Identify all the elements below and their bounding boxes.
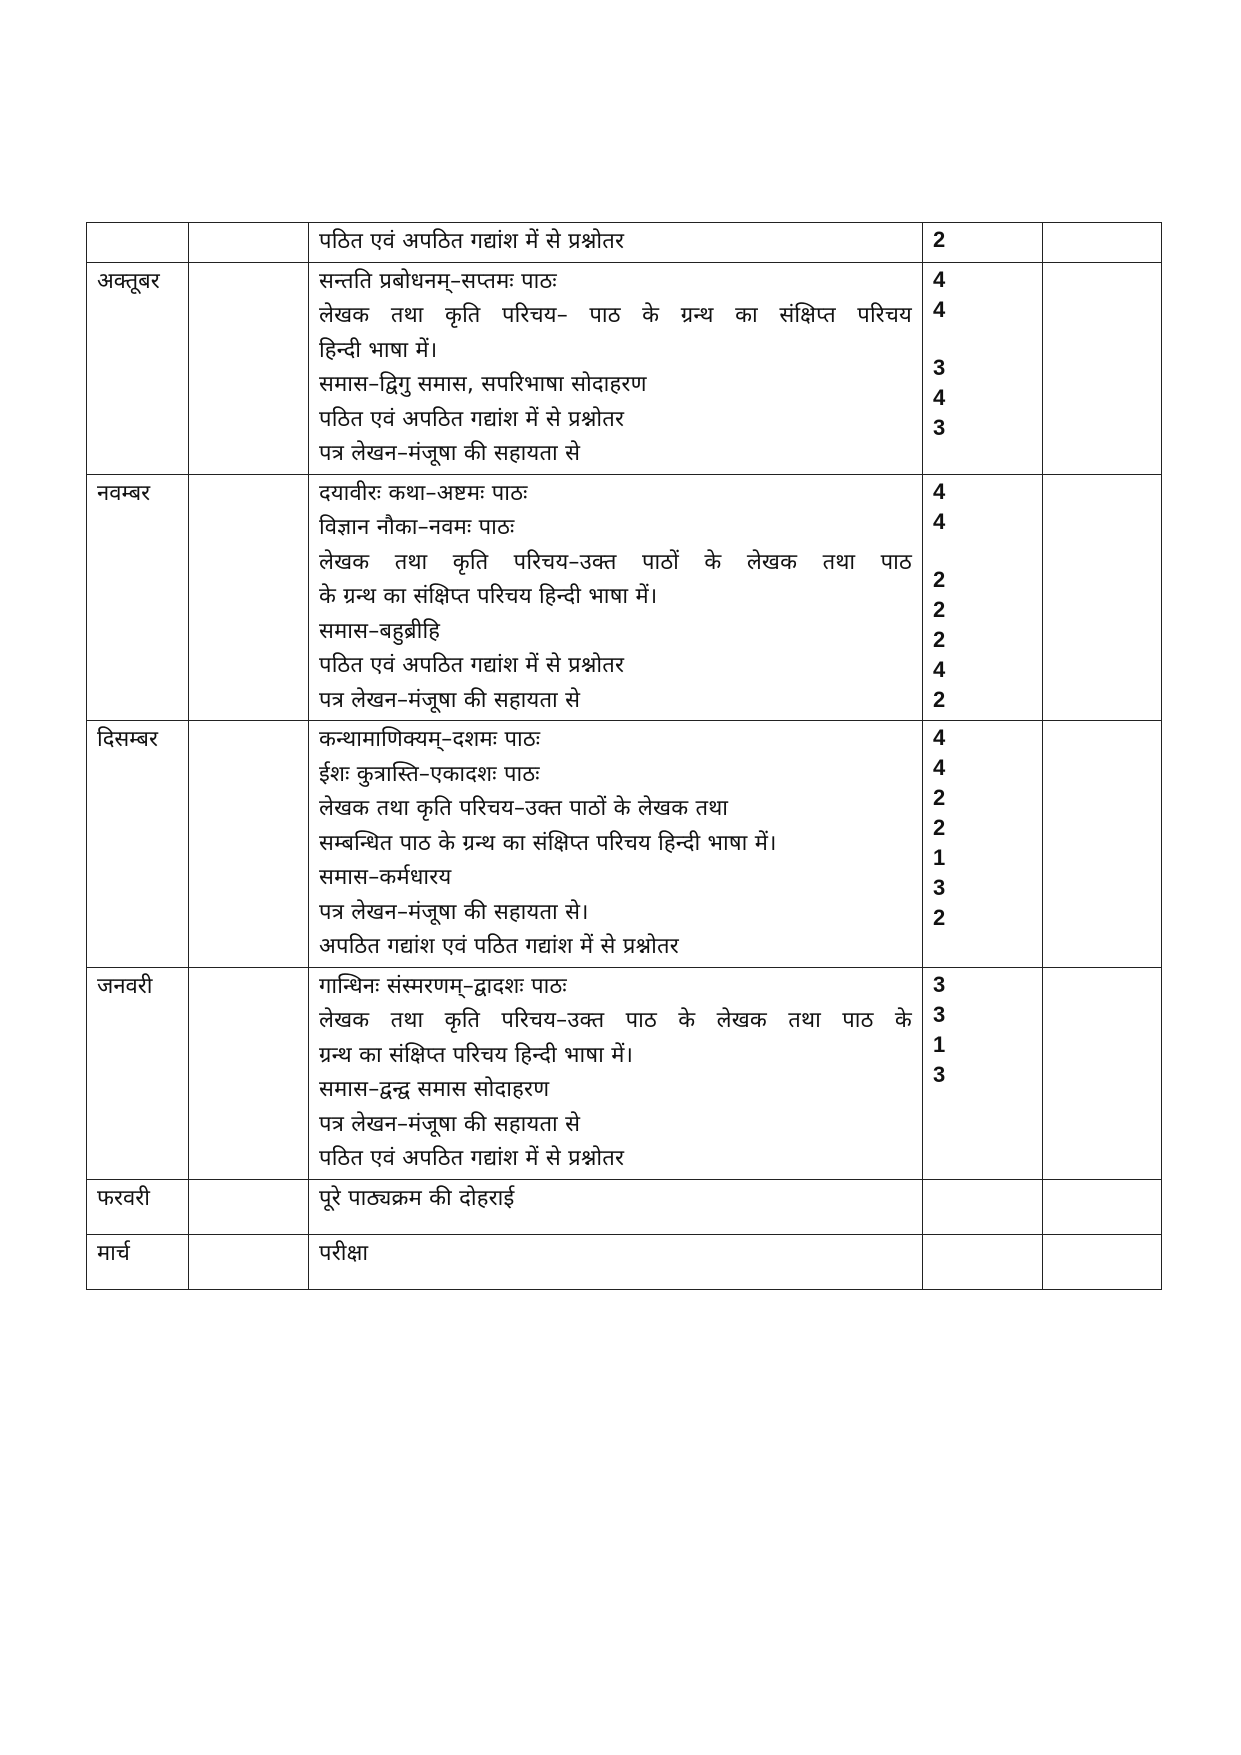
mark-value: 4	[933, 755, 946, 780]
blank-cell	[189, 262, 309, 474]
mark-value: 4	[933, 266, 946, 292]
topic-line: पत्र लेखन–मंजूषा की सहायता से	[319, 441, 581, 466]
topic-line: पत्र लेखन–मंजूषा की सहायता से।	[319, 899, 589, 925]
topic-line: परीक्षा	[319, 1240, 369, 1266]
table-row	[87, 1234, 1162, 1289]
topic-line: ईशः कुत्रास्ति–एकादशः पाठः	[319, 761, 540, 787]
mark-value: 4	[933, 508, 946, 534]
topic-line: हिन्दी भाषा में।	[319, 337, 438, 363]
topic-line: पूरे पाठ्यक्रम की दोहराई	[319, 1185, 515, 1211]
marks-cell	[923, 1179, 1043, 1234]
mark-value: 2	[933, 596, 946, 622]
table-row	[87, 223, 1162, 263]
month-cell: मार्च	[87, 1234, 189, 1289]
remarks-cell	[1043, 1179, 1162, 1234]
topic-cell	[309, 474, 923, 721]
topic-cell	[309, 1179, 923, 1234]
table-row	[87, 967, 1162, 1179]
topic-line: विज्ञान नौका–नवमः पाठः	[319, 515, 515, 540]
month-cell: दिसम्बर	[87, 721, 189, 968]
blank-cell	[189, 474, 309, 721]
topic-line: लेखक तथा कृति परिचय–उक्त पाठ के लेखक तथा पाठ के	[319, 1008, 912, 1033]
month-cell: अक्तूबर	[87, 262, 189, 474]
mark-value: 2	[933, 785, 946, 810]
topic-line: ग्रन्थ का संक्षिप्त परिचय हिन्दी भाषा में।	[319, 1042, 634, 1068]
marks-cell	[923, 474, 1043, 721]
remarks-cell	[1043, 223, 1162, 263]
topic-line: समास–कर्मधारय	[319, 865, 452, 890]
topic-line: लेखक तथा कृति परिचय–उक्त पाठों के लेखक तथा	[319, 796, 729, 821]
mark-value: 2	[933, 626, 946, 652]
blank-cell	[189, 223, 309, 263]
mark-value: 1	[933, 1031, 946, 1057]
topic-line: कन्थामाणिक्यम्–दशमः पाठः	[319, 727, 541, 752]
remarks-cell	[1043, 721, 1162, 968]
blank-cell	[189, 721, 309, 968]
table-row	[87, 1179, 1162, 1234]
topic-cell	[309, 967, 923, 1179]
topic-line: पठित एवं अपठित गद्यांश में से प्रश्नोतर	[319, 406, 625, 432]
topic-line: लेखक तथा कृति परिचय– पाठ के ग्रन्थ का संक्षिप्त परिचय	[319, 303, 912, 328]
topic-line: पत्र लेखन–मंजूषा की सहायता से	[319, 687, 581, 713]
topic-line: के ग्रन्थ का संक्षिप्त परिचय हिन्दी भाषा में।	[319, 584, 658, 609]
syllabus-table	[86, 222, 1162, 1290]
topic-line: लेखक तथा कृति परिचय–उक्त पाठों के लेखक तथा पाठ	[319, 549, 912, 575]
topic-line: सम्बन्धित पाठ के ग्रन्थ का संक्षिप्त परिचय हिन्दी भाषा में।	[319, 830, 777, 856]
topic-cell	[309, 1234, 923, 1289]
mark-value: 1	[933, 845, 946, 870]
topic-line: गान्धिनः संस्मरणम्–द्वादशः पाठः	[319, 973, 567, 999]
mark-value: 3	[933, 1061, 946, 1087]
topic-line: समास–द्वन्द्व समास सोदाहरण	[319, 1077, 550, 1102]
remarks-cell	[1043, 474, 1162, 721]
mark-value: 4	[933, 478, 946, 504]
mark-value: 4	[933, 296, 946, 322]
mark-value: 3	[933, 1001, 946, 1027]
blank-cell	[189, 967, 309, 1179]
topic-line: पठित एवं अपठित गद्यांश में से प्रश्नोतर	[319, 229, 625, 254]
remarks-cell	[1043, 967, 1162, 1179]
mark-value: 4	[933, 384, 946, 410]
marks-cell	[923, 1234, 1043, 1289]
mark-value: 2	[933, 905, 946, 930]
remarks-cell	[1043, 262, 1162, 474]
table-row	[87, 721, 1162, 968]
topic-line: पत्र लेखन–मंजूषा की सहायता से	[319, 1111, 581, 1137]
marks-cell	[923, 721, 1043, 968]
topic-cell	[309, 721, 923, 968]
topic-cell	[309, 262, 923, 474]
mark-value: 3	[933, 414, 946, 440]
mark-value: 3	[933, 971, 946, 997]
mark-spacer	[933, 325, 1032, 353]
topic-line: समास–बहुब्रीहि	[319, 618, 441, 644]
month-cell	[87, 223, 189, 263]
topic-line: दयावीरः कथा–अष्टमः पाठः	[319, 480, 528, 506]
month-cell: फरवरी	[87, 1179, 189, 1234]
blank-cell	[189, 1234, 309, 1289]
mark-value: 4	[933, 725, 946, 750]
marks-cell	[923, 967, 1043, 1179]
table-row	[87, 474, 1162, 721]
mark-value: 2	[933, 227, 946, 252]
blank-cell	[189, 1179, 309, 1234]
topic-line: पठित एवं अपठित गद्यांश में से प्रश्नोतर	[319, 653, 625, 678]
marks-cell	[923, 223, 1043, 263]
remarks-cell	[1043, 1234, 1162, 1289]
mark-value: 2	[933, 566, 946, 592]
month-cell: जनवरी	[87, 967, 189, 1179]
topic-line: समास–द्विगु समास, सपरिभाषा सोदाहरण	[319, 372, 647, 397]
topic-line: सन्तति प्रबोधनम्–सप्तमः पाठः	[319, 268, 557, 294]
month-cell: नवम्बर	[87, 474, 189, 721]
mark-value: 2	[933, 686, 946, 712]
mark-spacer	[933, 537, 1032, 565]
topic-line: अपठित गद्यांश एवं पठित गद्यांश में से प्रश्नोतर	[319, 934, 679, 959]
mark-value: 3	[933, 354, 946, 380]
marks-cell	[923, 262, 1043, 474]
topic-line: पठित एवं अपठित गद्यांश में से प्रश्नोतर	[319, 1146, 625, 1171]
table-row	[87, 262, 1162, 474]
mark-value: 2	[933, 815, 946, 840]
topic-cell	[309, 223, 923, 263]
mark-value: 3	[933, 875, 946, 900]
mark-value: 4	[933, 656, 946, 682]
